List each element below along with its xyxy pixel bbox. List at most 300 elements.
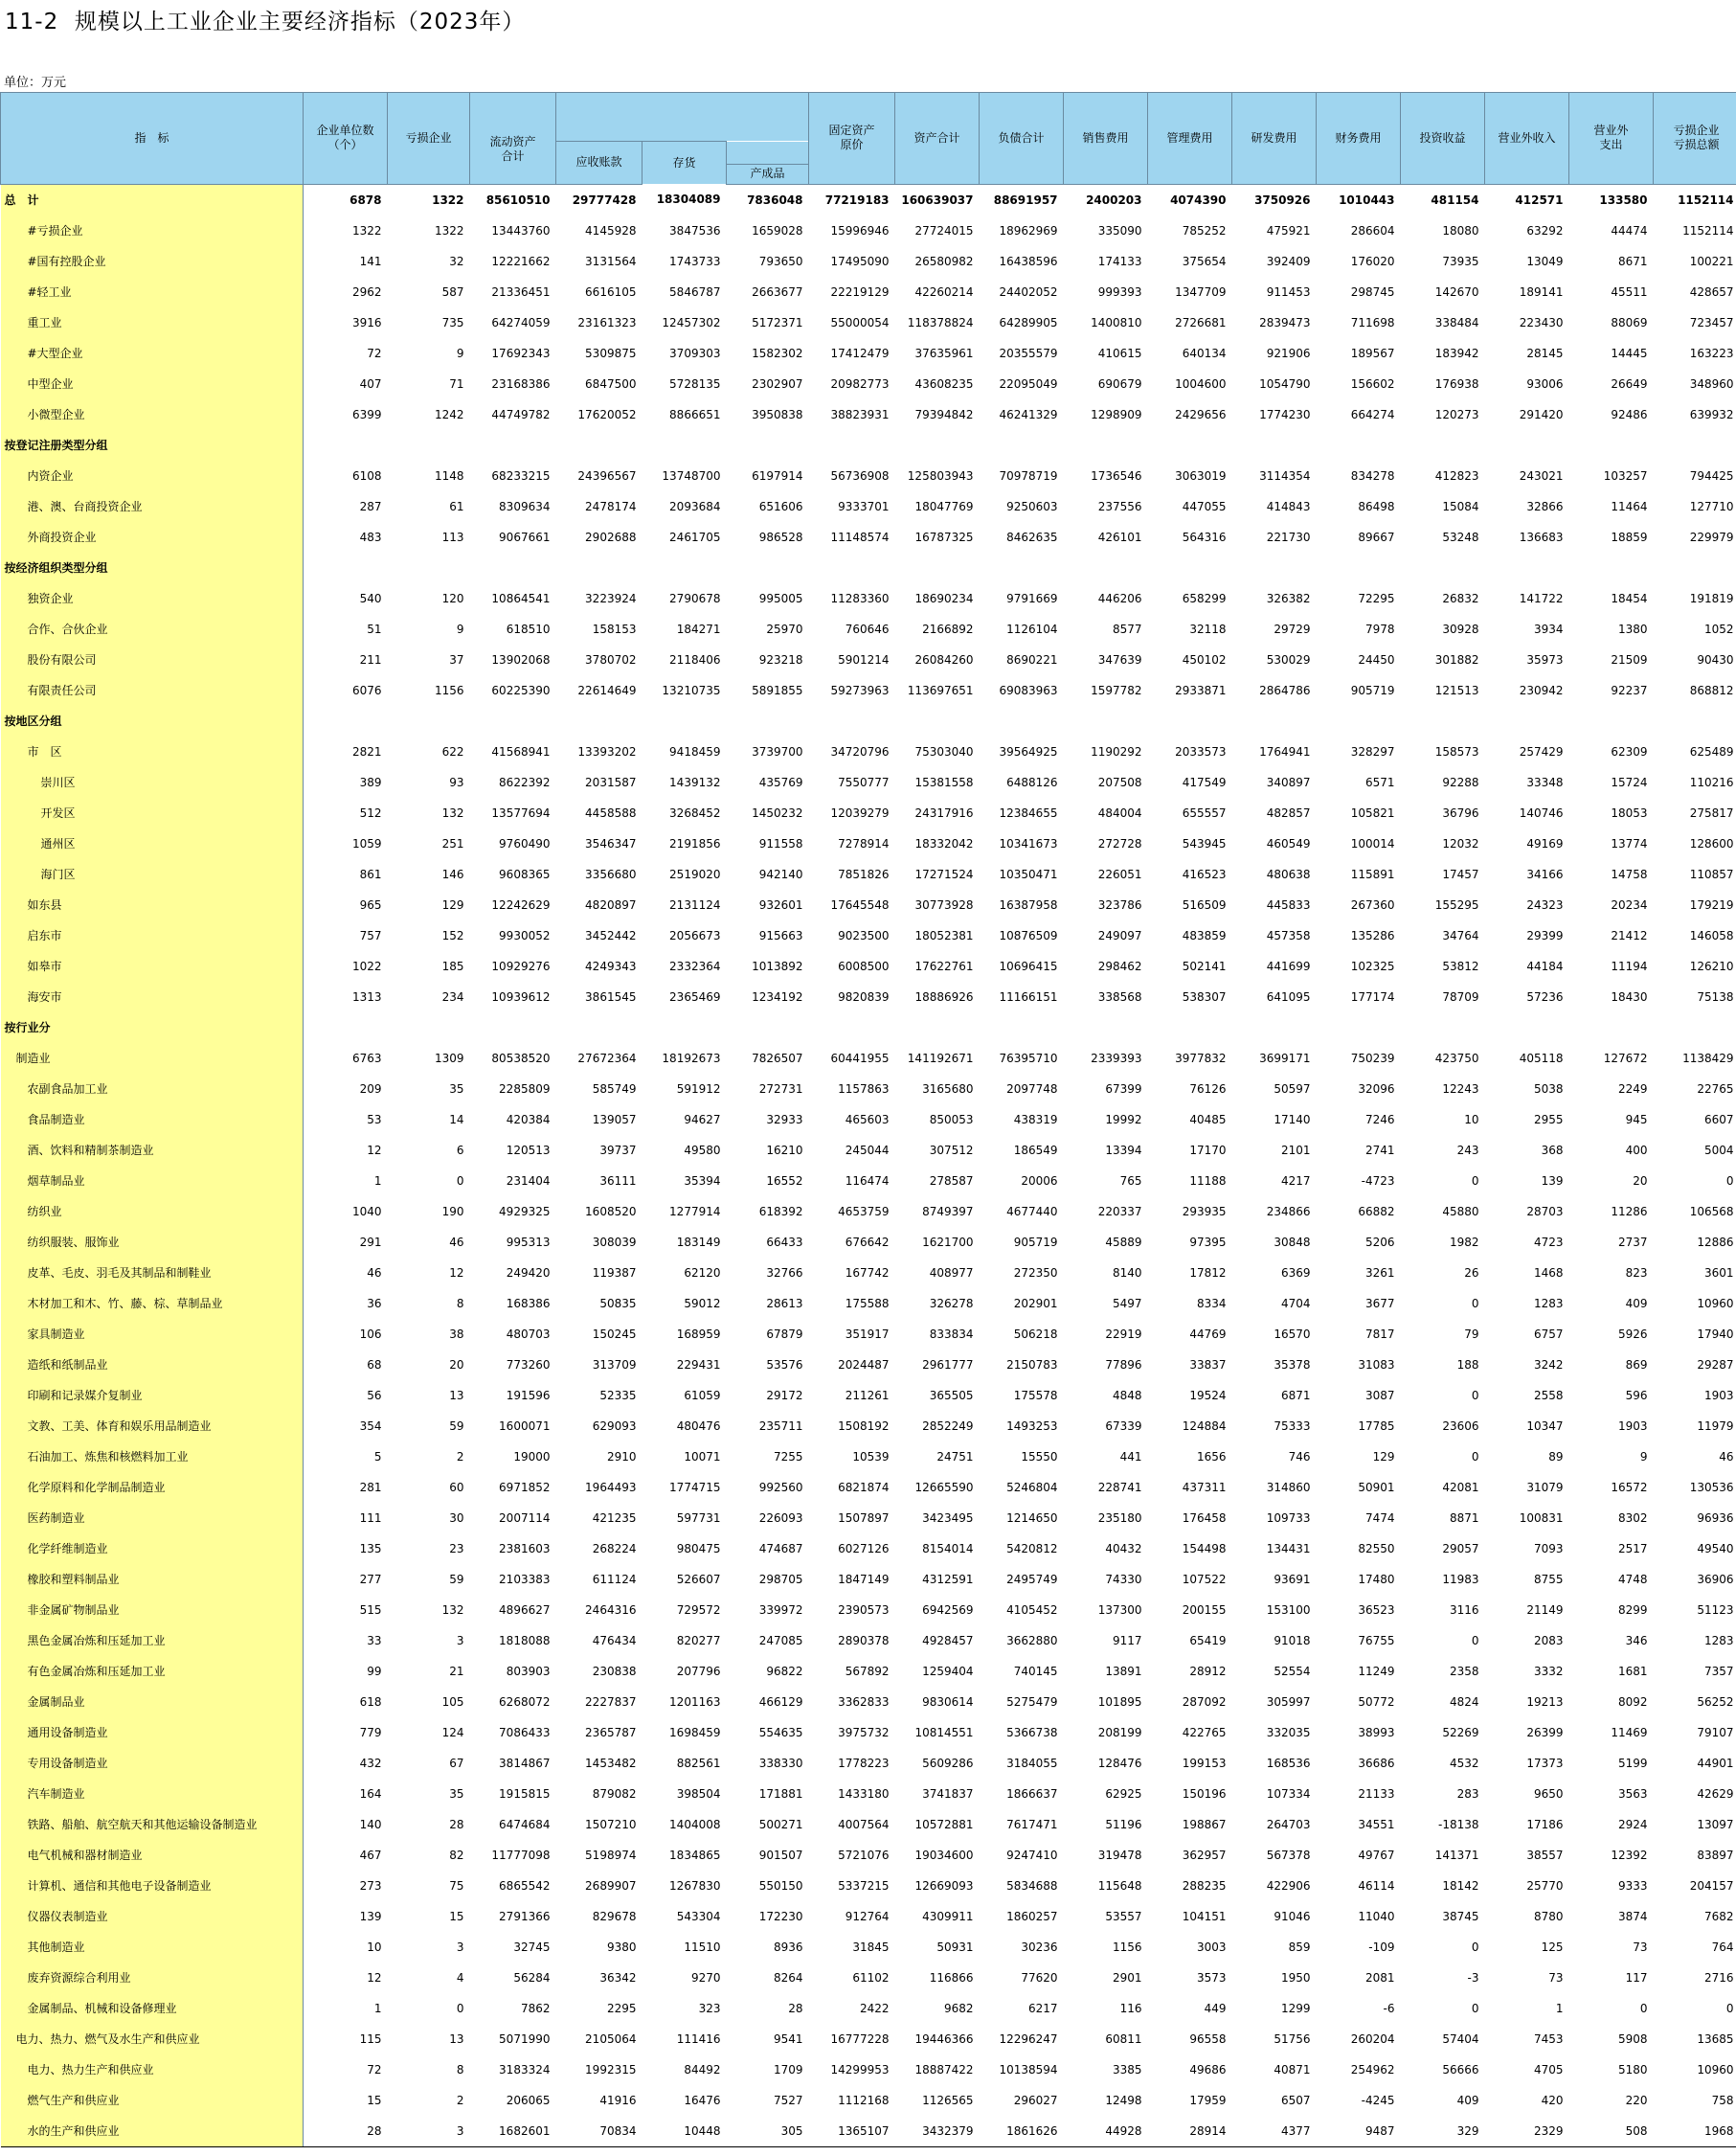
table-cell — [1064, 706, 1148, 737]
table-cell: 117 — [1625, 1970, 1648, 1985]
table-cell: 176458 — [1182, 1510, 1227, 1525]
table-cell: 146 — [441, 867, 464, 881]
row-label: 文教、工美、体育和娱乐用品制造业 — [1, 1411, 304, 1441]
table-cell: 45880 — [1442, 1204, 1479, 1218]
row-label: 崇川区 — [1, 767, 304, 798]
table-cell: 56284 — [513, 1970, 551, 1985]
table-cell: 7851826 — [838, 867, 890, 881]
table-cell: 124884 — [1182, 1418, 1227, 1433]
table-cell: 483859 — [1182, 928, 1227, 942]
table-cell: 10814551 — [914, 1725, 974, 1739]
table-cell: 567378 — [1266, 1848, 1311, 1862]
header-blank-sub — [727, 142, 809, 165]
table-cell: 9487 — [1317, 2116, 1401, 2147]
table-cell: 480638 — [1266, 867, 1311, 881]
table-row — [1, 645, 1736, 675]
table-cell: 2007114 — [499, 1510, 551, 1525]
row-label: 海安市 — [1, 982, 304, 1012]
table-cell: 3242 — [1533, 1357, 1564, 1372]
table-cell: 68 — [367, 1357, 382, 1372]
table-cell: 995313 — [506, 1235, 551, 1249]
table-cell: -3 — [1467, 1970, 1479, 1985]
table-cell: 67 — [449, 1756, 464, 1770]
table-cell — [1654, 706, 1736, 737]
table-cell: 5908 — [1617, 2031, 1648, 2046]
table-cell: 23161323 — [577, 315, 637, 329]
table-cell: 392409 — [1266, 254, 1311, 268]
table-cell: 432 — [359, 1756, 382, 1770]
table-cell: 1190292 — [1091, 744, 1142, 759]
table-cell: 62120 — [684, 1265, 721, 1280]
table-cell: 44769 — [1189, 1327, 1227, 1341]
table-cell: 1992315 — [585, 2062, 637, 2077]
table-cell: 21509 — [1611, 652, 1648, 667]
table-cell: 45889 — [1105, 1235, 1142, 1249]
table-cell: 50835 — [599, 1296, 637, 1310]
table-cell: 0 — [1725, 2001, 1734, 2015]
table-cell: 17959 — [1189, 2093, 1227, 2107]
table-cell: 564316 — [1182, 530, 1227, 544]
table-cell: 405118 — [1519, 1051, 1564, 1065]
table-cell: 42081 — [1442, 1480, 1479, 1494]
row-label: 有色金属冶炼和压延加工业 — [1, 1656, 304, 1687]
row-label: 按行业分 — [1, 1012, 304, 1043]
table-cell: 198867 — [1182, 1817, 1227, 1831]
table-cell: 111416 — [676, 2031, 721, 2046]
table-cell: 74330 — [1105, 1572, 1142, 1586]
table-row — [1, 1993, 1736, 2024]
table-cell: 0 — [1725, 1173, 1734, 1188]
table-cell: 1818088 — [499, 1633, 551, 1647]
table-cell: 115648 — [1097, 1878, 1142, 1893]
table-row — [1, 1135, 1736, 1166]
table-cell: 3741837 — [922, 1786, 974, 1801]
table-cell: 1347709 — [1175, 284, 1227, 299]
table-cell: 5 — [373, 1449, 382, 1464]
table-cell: 12 — [367, 1970, 382, 1985]
row-label: 内资企业 — [1, 461, 304, 491]
table-cell: 9791669 — [1006, 591, 1058, 605]
table-cell: 20 — [449, 1357, 464, 1372]
table-cell: 2285809 — [499, 1081, 551, 1096]
table-cell: 22919 — [1105, 1327, 1142, 1341]
table-row — [1, 553, 1736, 583]
table-cell: 829678 — [592, 1909, 637, 1923]
table-cell: 221730 — [1266, 530, 1311, 544]
table-cell: 9117 — [1112, 1633, 1142, 1647]
table-cell: 17373 — [1526, 1756, 1564, 1770]
table-row — [1, 277, 1736, 307]
table-cell: 435769 — [758, 775, 803, 789]
table-cell: 526607 — [676, 1572, 721, 1586]
table-cell: 278587 — [929, 1173, 974, 1188]
table-cell: 2955 — [1533, 1112, 1564, 1126]
table-cell — [1317, 553, 1401, 583]
table-cell: 12221662 — [491, 254, 551, 268]
table-cell: 291420 — [1519, 407, 1564, 421]
table-cell: 172230 — [758, 1909, 803, 1923]
table-cell: 2464316 — [585, 1602, 637, 1617]
table-cell: 6942569 — [922, 1602, 974, 1617]
table-cell: 3780702 — [585, 652, 637, 667]
table-cell: 86498 — [1358, 499, 1395, 513]
table-cell: 1982 — [1449, 1235, 1479, 1249]
table-cell — [1401, 553, 1485, 583]
table-cell — [556, 706, 643, 737]
row-label: 其他制造业 — [1, 1932, 304, 1963]
table-cell: 15 — [367, 2093, 382, 2107]
table-cell: 351917 — [845, 1327, 890, 1341]
table-cell: 121513 — [1434, 683, 1479, 697]
table-row — [1, 1104, 1736, 1135]
table-cell: 711698 — [1350, 315, 1395, 329]
table-row — [1, 2085, 1736, 2116]
table-cell: 12669093 — [914, 1878, 974, 1893]
table-cell: 207796 — [676, 1664, 721, 1678]
table-cell: 84492 — [684, 2062, 721, 2077]
table-row — [1, 1350, 1736, 1380]
table-cell: 17692343 — [491, 346, 551, 360]
table-cell: 126210 — [1689, 959, 1734, 973]
table-cell: 1380 — [1617, 622, 1648, 636]
table-cell: 29172 — [766, 1388, 803, 1402]
table-cell — [1232, 553, 1317, 583]
table-cell: 543304 — [676, 1909, 721, 1923]
table-cell: 437311 — [1182, 1480, 1227, 1494]
table-cell: 60811 — [1105, 2031, 1142, 2046]
row-label: 启东市 — [1, 920, 304, 951]
table-cell: 1 — [1555, 2001, 1564, 2015]
table-cell: 36523 — [1358, 1602, 1395, 1617]
table-cell: 174133 — [1097, 254, 1142, 268]
table-cell: 26649 — [1611, 376, 1648, 391]
row-label: 金属制品、机械和设备修理业 — [1, 1993, 304, 2024]
table-cell: 38745 — [1442, 1909, 1479, 1923]
table-cell: 115891 — [1350, 867, 1395, 881]
table-cell: 12032 — [1442, 836, 1479, 851]
table-cell — [809, 553, 895, 583]
table-cell: 127672 — [1603, 1051, 1648, 1065]
table-cell: 3709303 — [669, 346, 721, 360]
table-cell: 823 — [1625, 1265, 1648, 1280]
table-cell: 1365107 — [809, 2116, 895, 2147]
header-current-assets-sub — [470, 164, 556, 184]
table-cell: 850053 — [929, 1112, 974, 1126]
table-cell: 803903 — [506, 1664, 551, 1678]
table-cell: 3332 — [1533, 1664, 1564, 1678]
table-cell: 191819 — [1689, 591, 1734, 605]
table-cell: 543945 — [1182, 836, 1227, 851]
table-cell: 481154 — [1431, 193, 1479, 207]
table-cell: 779 — [359, 1725, 382, 1739]
table-row — [1, 737, 1736, 767]
table-cell: -18138 — [1438, 1817, 1479, 1831]
table-cell: 4896627 — [499, 1602, 551, 1617]
table-cell: 49686 — [1189, 2062, 1227, 2077]
table-cell: 2864786 — [1259, 683, 1311, 697]
table-cell: 346 — [1625, 1633, 1648, 1647]
table-cell: 8671 — [1617, 254, 1648, 268]
table-cell: 113697651 — [907, 683, 974, 697]
table-cell: 416523 — [1182, 867, 1227, 881]
table-cell: 141192671 — [907, 1051, 974, 1065]
table-cell — [1654, 430, 1736, 461]
table-cell: 483 — [359, 530, 382, 544]
table-cell: 1313 — [351, 989, 382, 1004]
table-cell: 2910 — [606, 1449, 637, 1464]
table-cell: 34166 — [1526, 867, 1564, 881]
table-cell: 107334 — [1266, 1786, 1311, 1801]
table-cell: 1242 — [434, 407, 464, 421]
table-cell: 2339393 — [1091, 1051, 1142, 1065]
table-cell: 125803943 — [907, 468, 974, 483]
table-cell: 20 — [1633, 1173, 1648, 1188]
row-label: 股份有限公司 — [1, 645, 304, 675]
table-cell: 154498 — [1182, 1541, 1227, 1555]
table-cell: 0 — [1471, 1388, 1479, 1402]
table-cell: 421235 — [592, 1510, 637, 1525]
table-cell: 36 — [367, 1296, 382, 1310]
table-cell: 323786 — [1097, 897, 1142, 912]
table-cell: 596 — [1625, 1388, 1648, 1402]
table-cell: 1507897 — [838, 1510, 890, 1525]
table-cell: 4929325 — [499, 1204, 551, 1218]
table-cell — [388, 706, 470, 737]
table-cell: 235711 — [758, 1418, 803, 1433]
table-cell: -4245 — [1361, 2093, 1395, 2107]
table-cell: 16387958 — [999, 897, 1058, 912]
table-cell: 1 — [373, 2001, 382, 2015]
table-cell: 502141 — [1182, 959, 1227, 973]
header-loss-enterprises: 亏损企业 — [388, 93, 470, 185]
table-row — [1, 706, 1736, 737]
table-cell: 417549 — [1182, 775, 1227, 789]
table-cell: 17785 — [1358, 1418, 1395, 1433]
table-cell: 12242629 — [491, 897, 551, 912]
row-label: 燃气生产和供应业 — [1, 2085, 304, 2116]
table-cell: 40432 — [1105, 1541, 1142, 1555]
table-cell: 16210 — [766, 1143, 803, 1157]
table-cell — [304, 553, 388, 583]
table-cell: 1682601 — [470, 2116, 556, 2147]
table-cell — [1654, 553, 1736, 583]
table-row — [1, 1809, 1736, 1840]
table-cell: 639932 — [1689, 407, 1734, 421]
table-cell: 44749782 — [491, 407, 551, 421]
row-label: 通用设备制造业 — [1, 1717, 304, 1748]
unit-label: 单位：万元 — [4, 76, 67, 90]
table-cell: 29057 — [1442, 1541, 1479, 1555]
table-cell: 46 — [367, 1265, 382, 1280]
table-cell: 5309875 — [585, 346, 637, 360]
table-cell: 10960 — [1697, 1296, 1734, 1310]
table-cell: 70834 — [556, 2116, 643, 2147]
table-cell: 13748700 — [662, 468, 721, 483]
table-cell: 3861545 — [585, 989, 637, 1004]
table-cell: 23606 — [1442, 1418, 1479, 1433]
header-total-liabilities: 负债合计 — [980, 93, 1064, 185]
table-cell: 4653759 — [838, 1204, 890, 1218]
table-cell: 38 — [449, 1327, 464, 1341]
row-label: #轻工业 — [1, 277, 304, 307]
table-row — [1, 675, 1736, 706]
table-cell: 200155 — [1182, 1602, 1227, 1617]
table-cell: 110216 — [1689, 775, 1734, 789]
table-cell — [470, 553, 556, 583]
table-row — [1, 338, 1736, 369]
table-cell: 25770 — [1526, 1878, 1564, 1893]
table-cell: 450102 — [1182, 652, 1227, 667]
table-cell: 42629 — [1697, 1786, 1734, 1801]
table-cell: 22219129 — [830, 284, 890, 299]
table-cell: 1156 — [1112, 1940, 1142, 1954]
table-cell: 550150 — [758, 1878, 803, 1893]
table-cell: 10071 — [684, 1449, 721, 1464]
header-indicator: 指 标 — [1, 93, 304, 185]
indicators-table — [0, 92, 1736, 2147]
table-cell: 11777098 — [491, 1848, 551, 1862]
table-cell: 6763 — [351, 1051, 382, 1065]
table-cell: 176020 — [1350, 254, 1395, 268]
table-cell: 4 — [456, 1970, 464, 1985]
table-cell: 17186 — [1526, 1817, 1564, 1831]
table-cell: 91046 — [1274, 1909, 1311, 1923]
table-cell: 67879 — [766, 1327, 803, 1341]
table-cell: 7978 — [1364, 622, 1395, 636]
table-cell — [1317, 706, 1401, 737]
table-cell: 127710 — [1689, 499, 1734, 513]
row-label: 有限责任公司 — [1, 675, 304, 706]
table-cell: 211 — [359, 652, 382, 667]
table-row — [1, 246, 1736, 277]
table-cell: 18142 — [1442, 1878, 1479, 1893]
table-cell: 27672364 — [577, 1051, 637, 1065]
table-cell: 19446366 — [914, 2031, 974, 2046]
table-cell: 347639 — [1097, 652, 1142, 667]
table-cell: 36111 — [599, 1173, 637, 1188]
table-cell: 314860 — [1266, 1480, 1311, 1494]
table-cell: 65419 — [1189, 1633, 1227, 1647]
table-cell: 202901 — [1013, 1296, 1058, 1310]
table-row — [1, 1840, 1736, 1871]
table-cell: 6878 — [349, 193, 382, 207]
table-cell: 226051 — [1097, 867, 1142, 881]
table-cell: 5199 — [1617, 1756, 1648, 1770]
table-cell: 60 — [449, 1480, 464, 1494]
table-cell: 38823931 — [830, 407, 890, 421]
table-cell — [388, 430, 470, 461]
table-cell: 2741 — [1364, 1143, 1395, 1157]
table-cell: 2519020 — [669, 867, 721, 881]
table-cell: 12 — [367, 1143, 382, 1157]
row-label: 酒、饮料和精制茶制造业 — [1, 1135, 304, 1166]
table-cell — [980, 553, 1064, 583]
table-cell: 3452442 — [585, 928, 637, 942]
table-cell: 293935 — [1182, 1204, 1227, 1218]
table-cell: 229431 — [676, 1357, 721, 1372]
table-cell: 407 — [359, 376, 382, 391]
table-cell: 365505 — [929, 1388, 974, 1402]
table-cell: 30773928 — [914, 897, 974, 912]
table-cell: 651606 — [758, 499, 803, 513]
table-cell: 861 — [359, 867, 382, 881]
table-cell: 19992 — [1105, 1112, 1142, 1126]
table-cell: 869 — [1625, 1357, 1648, 1372]
table-cell: 11286 — [1611, 1204, 1648, 1218]
table-cell: 8755 — [1533, 1572, 1564, 1586]
table-row — [1, 2116, 1736, 2147]
table-cell: 13394 — [1105, 1143, 1142, 1157]
table-cell: 19034600 — [914, 1848, 974, 1862]
table-cell: 422765 — [1182, 1725, 1227, 1739]
table-cell: 22765 — [1697, 1081, 1734, 1096]
table-cell: 32096 — [1358, 1081, 1395, 1096]
table-cell: 52335 — [599, 1388, 637, 1402]
header-accounts-receivable: 应收账款 — [556, 142, 643, 185]
table-cell: 0 — [456, 2001, 464, 2015]
table-cell: 72 — [367, 346, 382, 360]
table-cell: 9930052 — [499, 928, 551, 942]
table-cell: 323 — [698, 2001, 721, 2015]
table-cell: 206065 — [506, 2093, 551, 2107]
table-cell: 100831 — [1519, 1510, 1564, 1525]
table-cell: 247085 — [758, 1633, 803, 1647]
table-cell: 7817 — [1364, 1327, 1395, 1341]
table-cell: 7246 — [1364, 1112, 1395, 1126]
table-cell: 211261 — [845, 1388, 890, 1402]
table-cell: 7826507 — [752, 1051, 803, 1065]
table-cell: 73935 — [1442, 254, 1479, 268]
table-cell: 1138429 — [1682, 1051, 1734, 1065]
table-cell: 18304089 — [656, 193, 721, 207]
table-cell: 50772 — [1358, 1694, 1395, 1709]
table-cell: 515 — [359, 1602, 382, 1617]
table-cell: 0 — [456, 1173, 464, 1188]
table-cell: 3087 — [1364, 1388, 1395, 1402]
table-cell: 19000 — [513, 1449, 551, 1464]
header-finished-goods: 产成品 — [727, 164, 809, 184]
table-cell: 2131124 — [669, 897, 721, 912]
table-cell: 1774230 — [1259, 407, 1311, 421]
table-cell — [727, 1012, 809, 1043]
table-cell: 5180 — [1617, 2062, 1648, 2077]
table-cell: 4532 — [1449, 1756, 1479, 1770]
table-cell: 52269 — [1442, 1725, 1479, 1739]
table-cell: 1112168 — [838, 2093, 890, 2107]
table-cell: 398504 — [676, 1786, 721, 1801]
table-cell: 1915815 — [499, 1786, 551, 1801]
table-cell: 6076 — [351, 683, 382, 697]
table-cell: 39737 — [599, 1143, 637, 1157]
table-cell: 5275479 — [1006, 1694, 1058, 1709]
table-cell: 67339 — [1105, 1418, 1142, 1433]
table-cell — [895, 1012, 980, 1043]
table-cell: 60225390 — [491, 683, 551, 697]
table-cell — [1317, 430, 1401, 461]
table-cell: 1860257 — [1006, 1909, 1058, 1923]
table-cell: 5728135 — [669, 376, 721, 391]
table-cell: 229979 — [1689, 530, 1734, 544]
table-cell: 6847500 — [585, 376, 637, 391]
table-cell: 76755 — [1358, 1633, 1395, 1647]
table-cell: 20006 — [1021, 1173, 1058, 1188]
table-cell: 465603 — [845, 1112, 890, 1126]
table-cell: 10864541 — [491, 591, 551, 605]
table-cell: 1903 — [1617, 1418, 1648, 1433]
table-cell: 0 — [1471, 1173, 1479, 1188]
header-rd-expenses: 研发费用 — [1232, 93, 1317, 185]
table-cell: 409 — [1456, 2093, 1479, 2107]
